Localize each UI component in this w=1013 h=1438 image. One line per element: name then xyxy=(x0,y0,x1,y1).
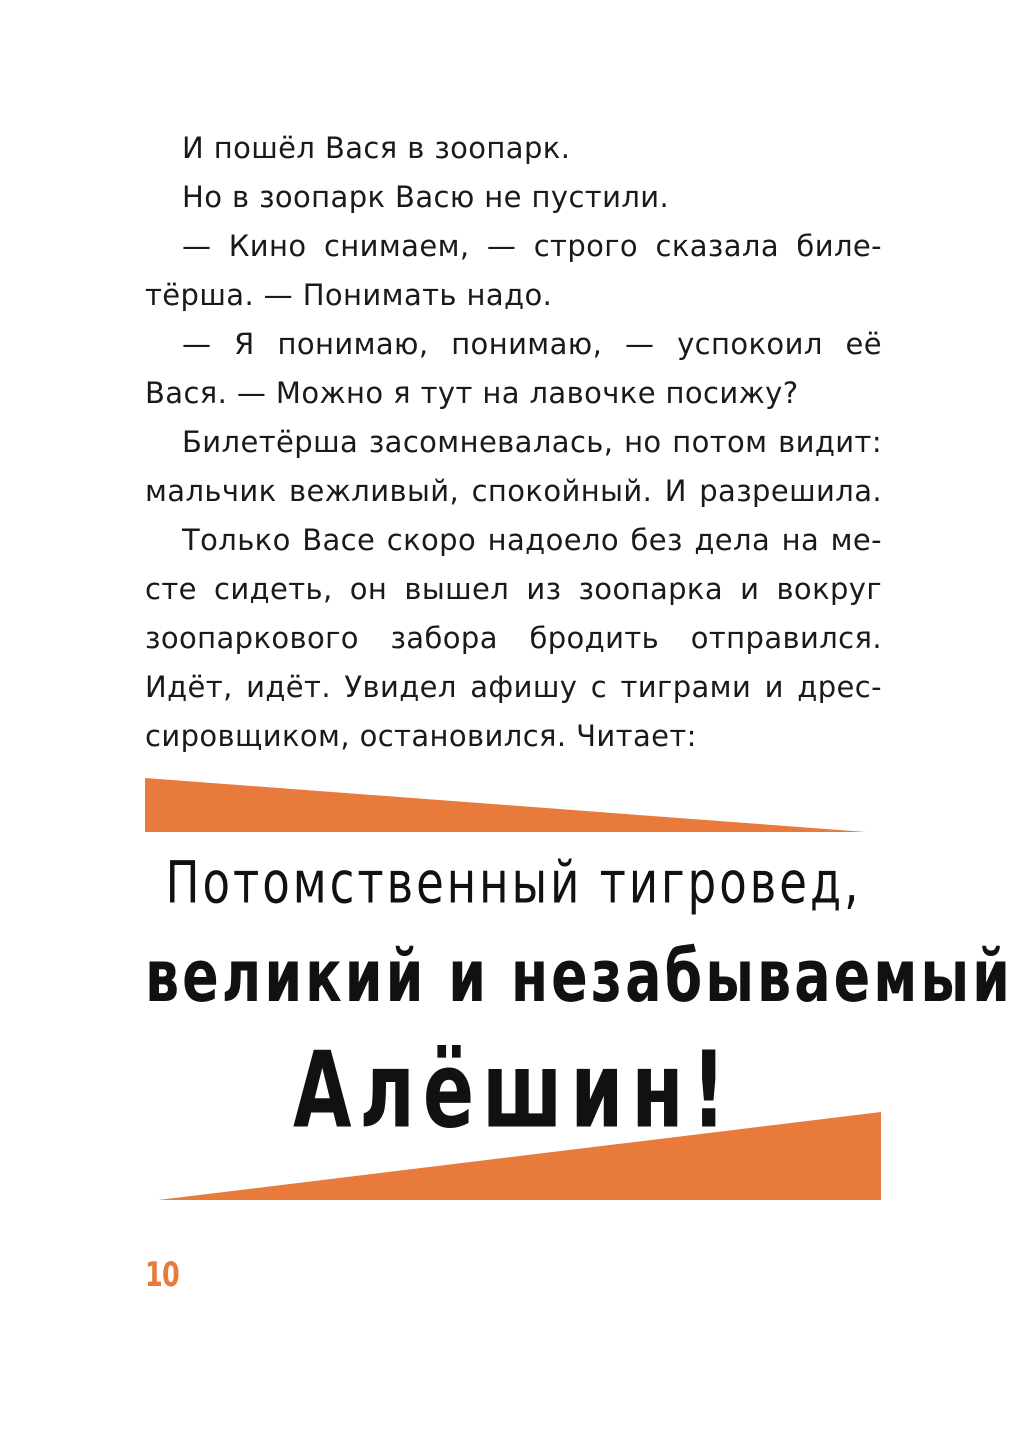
text-line: Идёт, идёт. Увидел афишу с тиграми и дрес- xyxy=(145,670,882,704)
text-line: сте сидеть, он вышел из зоопарка и вокруг xyxy=(145,572,882,606)
page-number: 10 xyxy=(145,1255,179,1295)
text-line: И пошёл Вася в зоопарк. xyxy=(182,131,571,165)
text-line: Только Васе скоро надоело без дела на ме- xyxy=(182,523,882,557)
text-line: — Я понимаю, понимаю, — успокоил её xyxy=(182,327,882,361)
poster-line-1: Потомственный тигровед, xyxy=(165,849,862,917)
text-line: тёрша. — Понимать надо. xyxy=(145,278,553,312)
text-line: Но в зоопарк Васю не пустили. xyxy=(182,180,670,214)
poster-line-3: Алёшин! xyxy=(292,1028,734,1152)
top-orange-stripe xyxy=(145,778,866,832)
text-line: Билетёрша засомневалась, но потом видит: xyxy=(182,425,882,459)
text-line: сировщиком, остановился. Читает: xyxy=(145,719,697,753)
text-line: Вася. — Можно я тут на лавочке посижу? xyxy=(145,376,799,410)
text-line: — Кино снимаем, — строго сказала биле- xyxy=(182,229,882,263)
text-line: зоопаркового забора бродить отправился. xyxy=(145,621,882,655)
text-line: мальчик вежливый, спокойный. И разрешила. xyxy=(145,474,882,508)
poster-line-2: великий и незабываемый xyxy=(145,935,1013,1019)
